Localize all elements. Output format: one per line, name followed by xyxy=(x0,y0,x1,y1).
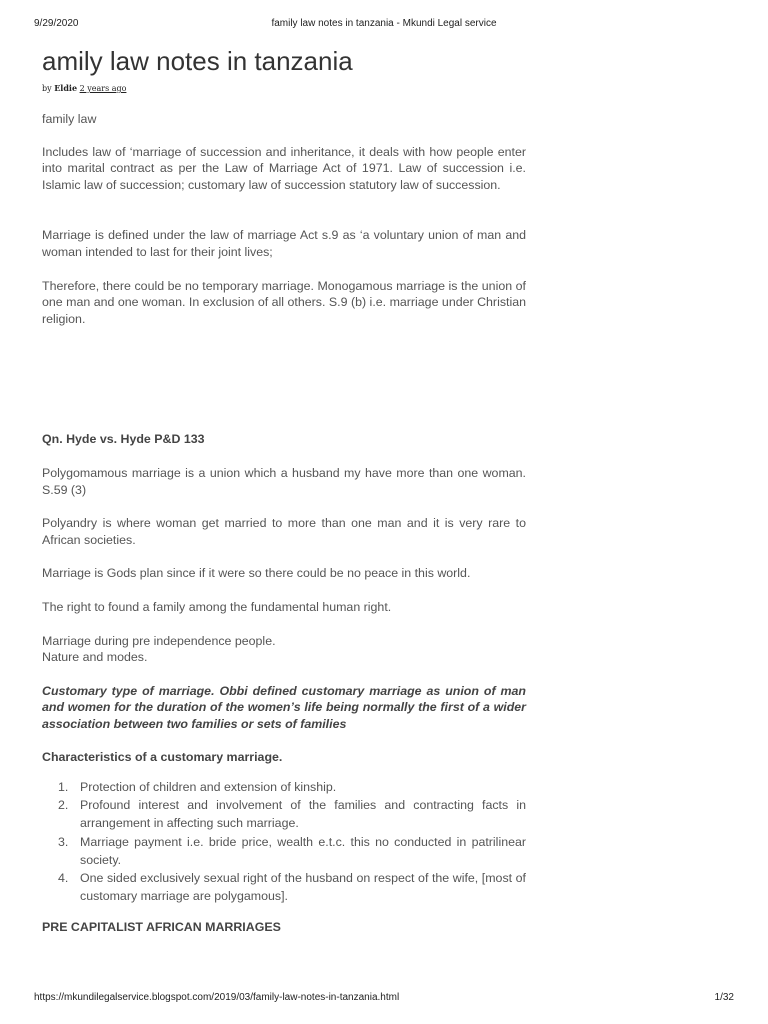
heading-hyde: Qn. Hyde vs. Hyde P&D 133 xyxy=(42,432,205,447)
print-url: https://mkundilegalservice.blogspot.com/2019/03/family-law-notes-in-tanzania.html xyxy=(34,992,400,1003)
paragraph-polygamous: Polygomamous marriage is a union which a husband my have more than one woman. S.59 (3) xyxy=(42,465,526,497)
print-page-number: 1/32 xyxy=(714,992,734,1003)
list-item: 2. Profound interest and involvement of the families and contracting facts in arrangement in affecting such marriage. xyxy=(58,798,526,831)
paragraph-temporary-marriage: Therefore, there could be no temporary marriage. Monogamous marriage is the union of one man and one woman. In exclusion of all others. S.9 (b) i.e. marriage under Christian religion. xyxy=(42,278,526,326)
print-doc-title: family law notes in tanzania - Mkundi Legal service xyxy=(271,18,497,29)
author-link[interactable]: Eldie xyxy=(54,83,78,93)
paragraph-family-law: family law xyxy=(42,112,97,126)
print-date: 9/29/2020 xyxy=(34,18,79,29)
print-footer xyxy=(34,992,734,1006)
paragraph-pre-independence: Marriage during pre independence people. xyxy=(42,633,276,648)
paragraph-includes: Includes law of ‘marriage of succession and inheritance, it deals with how people enter into marital contract as per the Law of Marriage Act of 1971. Law of succession i.e. Islamic law of succession; customary law of succession statutory law of succession. xyxy=(42,144,526,192)
paragraph-polyandry: Polyandry is where woman get married to more than one man and it is very rare to African societies. xyxy=(42,516,526,547)
heading-pre-capitalist: PRE CAPITALIST AFRICAN MARRIAGES xyxy=(42,920,281,935)
post-content xyxy=(42,44,526,936)
paragraph-gods-plan: Marriage is Gods plan since if it were so there could be no peace in this world. xyxy=(42,566,471,581)
paragraph-customary-type: Customary type of marriage. Obbi defined customary marriage as union of man and women for the duration of the women’s life being normally the first of a wider association between two families or sets of families xyxy=(42,683,526,731)
print-header xyxy=(34,18,734,32)
paragraph-right-family: The right to found a family among the fundamental human right. xyxy=(42,599,392,614)
paragraph-marriage-defined: Marriage is defined under the law of marriage Act s.9 as ‘a voluntary union of man and woman intended to last for their joint lives; xyxy=(42,228,526,259)
heading-characteristics: Characteristics of a customary marriage. xyxy=(42,750,283,765)
timestamp-link[interactable]: 2 years ago xyxy=(79,84,127,93)
byline-prefix: by xyxy=(42,84,52,93)
list-item: 1. Protection of children and extension of kinship. xyxy=(58,780,337,795)
characteristics-list xyxy=(42,778,526,905)
list-item: 4. One sided exclusively sexual right of the husband on respect of the wife, [most of customary marriage are polygamous]. xyxy=(58,871,526,904)
list-item: 3. Marriage payment i.e. bride price, wealth e.t.c. this no conducted in patrilinear society. xyxy=(58,834,526,867)
post-title: amily law notes in tanzania xyxy=(42,46,353,76)
byline xyxy=(42,82,526,95)
paragraph-nature-modes: Nature and modes. xyxy=(42,650,148,665)
